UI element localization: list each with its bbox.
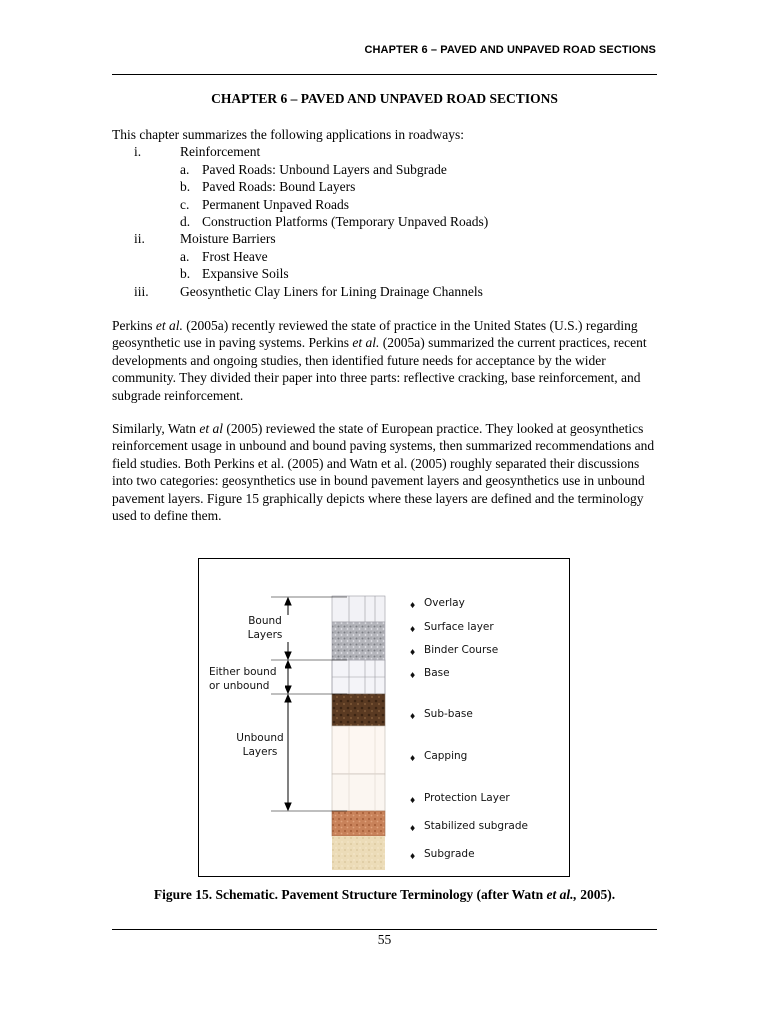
legend-surface-layer: ♦ Surface layer	[409, 621, 494, 635]
running-header: CHAPTER 6 – PAVED AND UNPAVED ROAD SECTIONS	[364, 44, 656, 56]
text-run: (2005a) recently reviewed the state of practice in the United States (U.S.) regarding geosynthetic use in paving systems. Perkins	[112, 318, 638, 351]
subitem-text: Paved Roads: Bound Layers	[202, 179, 356, 195]
text-run: Perkins	[112, 318, 156, 333]
layer-surface	[332, 622, 385, 660]
subitem-letter: c.	[180, 196, 190, 212]
outline-item-ii	[112, 230, 657, 247]
outline-number: ii.	[134, 231, 145, 247]
caption-text: 2005).	[576, 887, 616, 902]
outline-subitem	[112, 178, 657, 195]
text-run: (2005a) summarized the current practices, recent developments and ongoing studies, then identified future needs for acceptance by the wider community. They divided their paper into three parts: reflective cracking, base reinforcement, and subgrade reinforcement.	[112, 335, 647, 403]
diamond-bullet-icon: ♦	[409, 712, 417, 721]
outline-subitem	[112, 213, 657, 230]
label-unbound-layers: Unbound Layers	[233, 732, 287, 759]
subitem-text: Construction Platforms (Temporary Unpaved Roads)	[202, 213, 489, 229]
diamond-bullet-icon: ♦	[409, 754, 417, 763]
text-run-italic: et al	[199, 421, 224, 436]
subitem-letter: b.	[180, 179, 191, 195]
footer-rule	[112, 929, 657, 930]
diamond-bullet-icon: ♦	[409, 648, 417, 657]
layer-sub-base	[332, 694, 385, 726]
label-either-bound: Either bound or unbound	[209, 666, 285, 693]
subitem-text: Permanent Unpaved Roads	[202, 196, 349, 212]
outline-item-iii	[112, 283, 657, 300]
layer-protection	[332, 774, 385, 811]
header-rule	[112, 74, 657, 75]
outline-subitem	[112, 161, 657, 178]
diamond-bullet-icon: ♦	[409, 824, 417, 833]
subitem-text: Paved Roads: Unbound Layers and Subgrade	[202, 161, 447, 177]
outline-number: iii.	[134, 283, 149, 299]
diamond-bullet-icon: ♦	[409, 671, 417, 680]
legend-stabilized-subgrade: ♦ Stabilized subgrade	[409, 820, 528, 834]
page-number: 55	[377, 932, 392, 947]
subitem-text: Expansive Soils	[202, 266, 289, 282]
subitem-letter: a.	[180, 248, 190, 264]
outline-label: Reinforcement	[180, 144, 261, 160]
subitem-letter: a.	[180, 161, 190, 177]
text-run-italic: et al.	[155, 318, 183, 333]
outline-subitem	[112, 196, 657, 213]
text-run-italic: et al.	[352, 335, 380, 351]
legend-capping: ♦ Capping	[409, 750, 467, 764]
legend-base: ♦ Base	[409, 667, 450, 681]
legend-sub-base: ♦ Sub-base	[409, 708, 473, 722]
outline-item-i	[112, 143, 657, 160]
caption-text: Figure 15. Schematic. Pavement Structure Terminology (after Watn	[153, 887, 547, 902]
outline-number: i.	[134, 144, 142, 160]
layer-capping	[332, 726, 385, 774]
subitem-text: Frost Heave	[202, 248, 268, 264]
text-run: (2005) reviewed the state of European practice. They looked at geosynthetics reinforcement usage in unbound and bound paving systems, then summarized recommendations and field studies. Both Perkins et al. (2005) and Watn et al. (2005) roughly separated their discussions into two categories: geosynthetics use in bound pavement layers and geosynthetics use in unbound pavement layers. Figure 15 graphically depicts where these layers are defined and the terminology used to define them.	[112, 421, 655, 524]
diamond-bullet-icon: ♦	[409, 601, 417, 610]
diamond-bullet-icon: ♦	[409, 796, 417, 805]
paragraph-watn	[112, 420, 657, 524]
caption-italic: et al.,	[546, 887, 577, 902]
text-run: Similarly, Watn	[112, 421, 200, 436]
figure-pavement-structure	[198, 558, 570, 877]
legend-protection-layer: ♦ Protection Layer	[409, 792, 510, 806]
legend-subgrade: ♦ Subgrade	[409, 848, 475, 862]
outline-subitem	[112, 265, 657, 282]
legend-overlay: ♦ Overlay	[409, 597, 465, 611]
intro-line: This chapter summarizes the following applications in roadways:	[112, 127, 465, 142]
layer-stabilized-subgrade	[332, 811, 385, 836]
outline-label: Moisture Barriers	[180, 231, 276, 247]
figure-caption	[112, 887, 657, 903]
diamond-bullet-icon: ♦	[409, 625, 417, 634]
outline-label: Geosynthetic Clay Liners for Lining Drainage Channels	[180, 283, 483, 299]
legend-binder-course: ♦ Binder Course	[409, 644, 498, 658]
layer-subgrade	[332, 836, 385, 870]
outline-subitem	[112, 248, 657, 265]
subitem-letter: d.	[180, 213, 191, 229]
label-bound-layers: Bound Layers	[239, 615, 291, 642]
paragraph-perkins	[112, 317, 657, 404]
diamond-bullet-icon: ♦	[409, 852, 417, 861]
chapter-title: CHAPTER 6 – PAVED AND UNPAVED ROAD SECTIONS	[211, 91, 558, 106]
layer-overlay	[332, 596, 385, 622]
subitem-letter: b.	[180, 266, 191, 282]
outline-section	[112, 126, 657, 300]
